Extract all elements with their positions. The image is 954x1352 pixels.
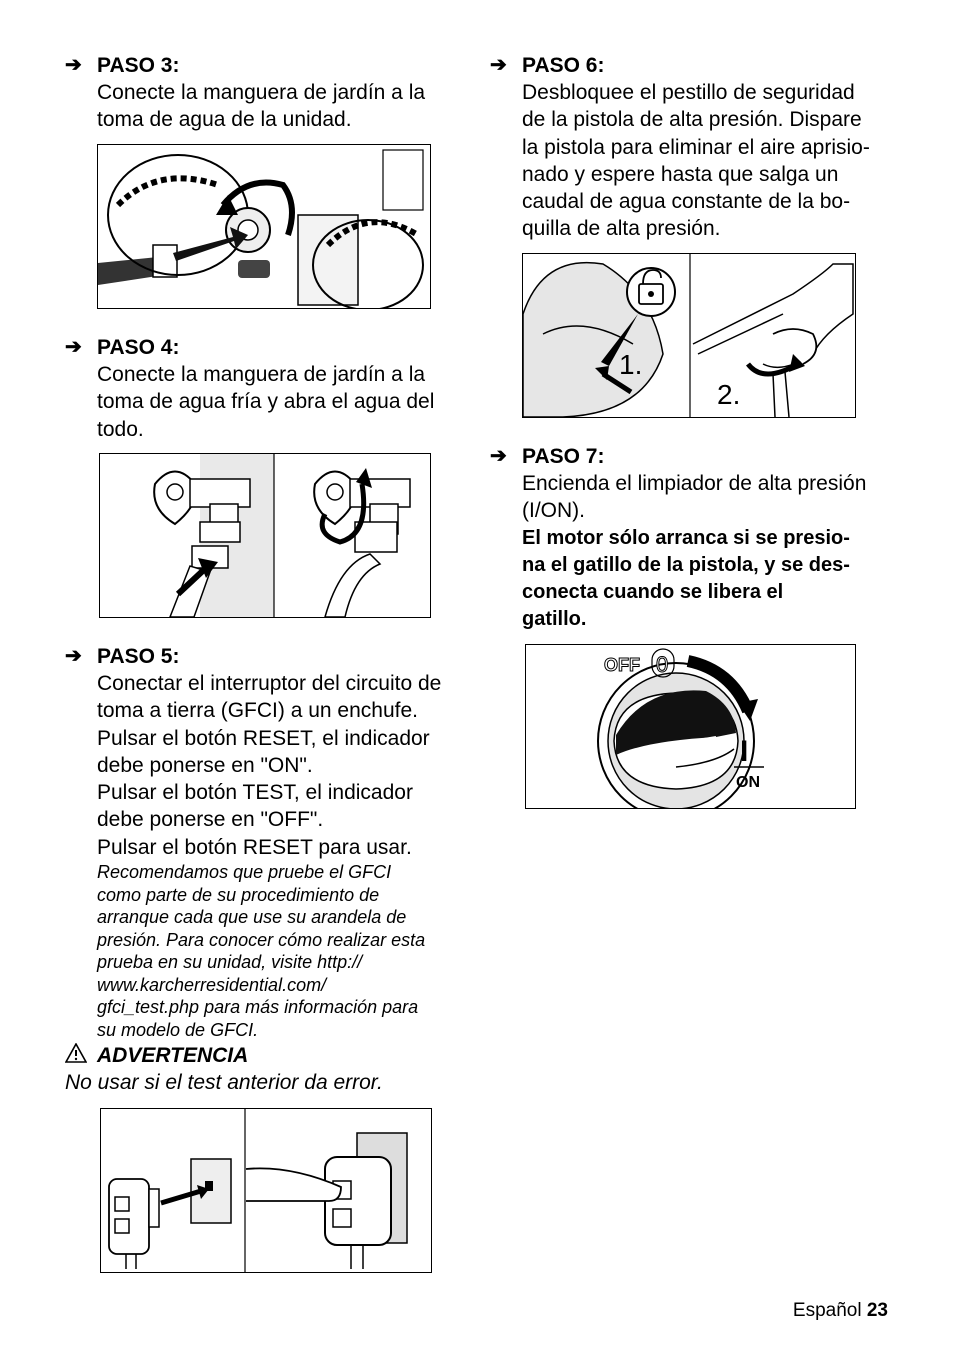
step-5-note: Recomendamos que pruebe el GFCI como parte de su procedimiento de arranque cada que use su arandela de presión. Para conocer cómo realizar esta prueba en su unidad, visite http:// www.karcherresidential.com/ gfci_test.php para más información para su modelo de GFCI. [97, 862, 426, 1040]
figure-gfci-plug [100, 1108, 432, 1273]
faucet-right [314, 468, 410, 617]
page-footer [793, 1300, 888, 1322]
step-3-heading: PASO 3: [97, 54, 180, 77]
step-4-heading: PASO 4: [97, 336, 180, 359]
switch-one-label: I [740, 735, 749, 768]
switch-off-label: OFF [604, 655, 640, 675]
step-7-heading: PASO 7: [522, 445, 605, 468]
step-5-heading: PASO 5: [97, 645, 180, 668]
figure-hose-connection [97, 144, 431, 309]
right-column-step7 [490, 443, 902, 634]
arrow-right-icon: ➔ [490, 54, 507, 76]
step-4-text: Conecte la manguera de jardín a la toma de agua fría y abra el agua del todo. [97, 363, 435, 441]
arrow-right-icon: ➔ [490, 445, 507, 467]
gfci-plug-left [109, 1159, 231, 1269]
step-5 [65, 643, 477, 1041]
figure-faucet [99, 453, 431, 618]
step-6-heading: PASO 6: [522, 54, 605, 77]
step-4 [65, 334, 467, 443]
warning-text: No usar si el test anterior da error. [65, 1071, 383, 1094]
step-7-text: Encienda el limpiador de alta presión (I/ON). [522, 472, 867, 523]
left-column-step4 [65, 334, 467, 443]
page-number: 23 [866, 1300, 888, 1321]
arrow-right-icon: ➔ [65, 54, 82, 76]
step-6-text: Desbloquee el pestillo de seguridad de la pistola de alta presión. Dispare la pistola para eliminar el aire aprisio- nado y espere hasta que salga un caudal de agua constante de la bo- quilla de alta presión. [522, 81, 870, 241]
warning-block [65, 1043, 465, 1096]
switch-zero-label: 0 [656, 652, 669, 677]
label-1: 1. [619, 349, 643, 380]
footer-language: Español [792, 1300, 862, 1321]
right-column-step6 [490, 52, 902, 243]
switch-on-label: ON [736, 774, 760, 791]
figure-power-switch [525, 644, 856, 809]
warning-heading: ADVERTENCIA [97, 1044, 249, 1067]
spray-gun-trigger [693, 264, 853, 417]
left-column [65, 52, 467, 134]
step-3-text: Conecte la manguera de jardín a la toma de agua de la unidad. [97, 81, 426, 132]
gfci-plug-right [246, 1133, 407, 1269]
step-5-text: Conectar el interruptor del circuito de toma a tierra (GFCI) a un enchufe. Pulsar el botón RESET, el indicador debe ponerse en "ON". Pulsar el botón TEST, el indicador debe ponerse en "OFF". Pulsar el botón RESET para usar. [97, 672, 442, 859]
step-6 [490, 52, 902, 243]
step-7 [490, 443, 902, 634]
figure-spray-gun [522, 253, 856, 418]
arrow-right-icon: ➔ [65, 645, 82, 667]
step-7-bold-text: El motor sólo arranca si se presio- na el gatillo de la pistola, y se des- conecta cuando se libera el gatillo. [522, 526, 850, 631]
step-3 [65, 52, 467, 134]
left-column-step5 [65, 643, 477, 1041]
warning-triangle-icon [65, 1043, 93, 1069]
spray-gun-unlock [523, 263, 675, 417]
label-2: 2. [717, 379, 741, 410]
arrow-right-icon: ➔ [65, 336, 82, 358]
